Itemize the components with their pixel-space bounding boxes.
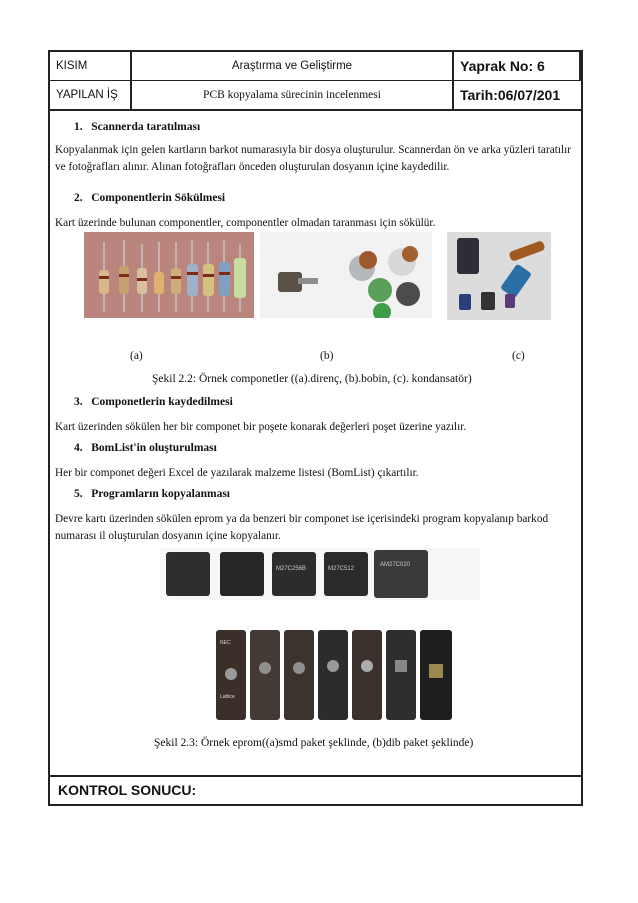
section-text-4: Her bir componet değeri Excel de yazılarak malzeme listesi (BomList) çıkartılır. <box>55 467 419 479</box>
section-title: Componentlerin Sökülmesi <box>91 192 226 204</box>
header-table <box>50 52 581 111</box>
eprom-photo <box>160 548 480 723</box>
chip-mark: M27C512 <box>328 566 355 572</box>
section-text-5: Devre kartı üzerinden sökülen eprom ya da benzeri bir componet ise içerisindeki program kopyalanıp barkod numarası il oluşturulan dosyanın içine kopyalanır. <box>55 513 549 542</box>
yapilan-label: YAPILAN İŞ <box>50 81 132 109</box>
capacitors-photo <box>447 232 551 320</box>
section-title: Componetlerin kaydedilmesi <box>91 396 233 408</box>
figure1-label-b: (b) <box>320 350 334 362</box>
section-number: 1. <box>74 121 83 133</box>
section-heading-3 <box>74 396 233 408</box>
yapilan-value: PCB kopyalama sürecinin incelenmesi <box>132 81 454 109</box>
section-number: 3. <box>74 396 83 408</box>
page-number: Yaprak No: 6 <box>454 52 581 81</box>
section-title: Programların kopyalanması <box>91 488 231 500</box>
chip-mark: NEC <box>220 640 231 646</box>
section-title: Scannerda taratılması <box>91 121 201 133</box>
coils-photo <box>260 232 432 318</box>
section-heading-4 <box>74 442 217 454</box>
section-number: 4. <box>74 442 83 454</box>
section-text-3: Kart üzerinden sökülen her bir componet bir poşete konarak değerleri poşet üzerine yazılır. <box>55 421 467 433</box>
section-number: 2. <box>74 192 83 204</box>
chip-mark: AM27C020 <box>380 562 411 568</box>
content-body <box>50 111 581 777</box>
figure1-label-a: (a) <box>130 350 143 362</box>
resistors-photo <box>84 232 254 318</box>
chip-mark: Lattice <box>220 694 235 700</box>
control-result-label: KONTROL SONUCU: <box>58 782 197 798</box>
figure2-caption: Şekil 2.3: Örnek eprom((a)smd paket şeklinde, (b)dib paket şeklinde) <box>154 737 474 749</box>
section-heading-1 <box>74 121 200 133</box>
section-heading-5 <box>74 488 230 500</box>
section-text-2: Kart üzerinde bulunan componentler, componentler olmadan taranması için sökülür. <box>55 217 436 229</box>
section-heading-2 <box>74 192 225 204</box>
kisim-label: KISIM <box>50 52 132 81</box>
kisim-value: Araştırma ve Geliştirme <box>132 52 454 81</box>
section-text-1: Kopyalanmak için gelen kartların barkot numarasıyla bir dosya oluşturulur. Scannerdan ön ve arka yüzleri taratılır ve fotoğrafları alınır. Alınan fotoğrafları önceden oluşturulan dosyanın içine kaydedilir. <box>55 144 572 173</box>
figure1-caption: Şekil 2.2: Örnek componetler ((a).direnç, (b).bobin, (c). kondansatör) <box>152 373 472 385</box>
section-number: 5. <box>74 488 83 500</box>
section-title: BomList'in oluşturulması <box>91 442 217 454</box>
figure1-label-c: (c) <box>512 350 525 362</box>
form-page <box>48 50 583 806</box>
date-field: Tarih:06/07/201 <box>460 87 561 103</box>
chip-mark: M27C256B <box>276 566 307 572</box>
